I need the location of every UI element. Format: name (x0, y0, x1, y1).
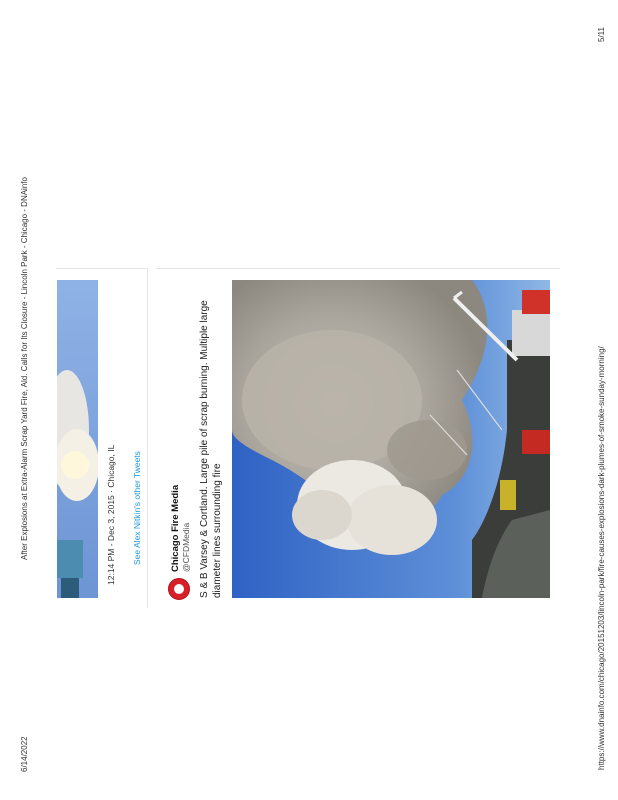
tweet-photo-fire-partial (57, 280, 98, 598)
tweet-author-name[interactable]: Chicago Fire Media (170, 484, 181, 572)
tweet-author-handle[interactable]: @CFDMedia (181, 522, 191, 572)
page-number: 5/11 (597, 27, 606, 42)
tweet-photo-scrap-fire[interactable] (232, 280, 550, 598)
tweet-text-line: S & B Varsey & Cortland. Large pile of scrap burning. Multiple large (199, 300, 210, 598)
tweet-timestamp-location: 12:14 PM - Dec 3, 2015 · Chicago, IL (106, 444, 116, 585)
other-tweets-link[interactable]: See Alex Nitkin's other Tweets (132, 451, 142, 565)
print-url: https://www.dnainfo.com/chicago/20151203/lincoln-park/fire-causes-explosions-dark-plumes-of-smoke-sunday-morning/ (597, 346, 606, 770)
print-page-title: After Explosions at Extra-Alarm Scrap Yard Fire, Ald. Calls for Its Closure - Lincoln Park - Chicago - DNAinfo (20, 177, 29, 560)
tweet-text-line: diameter lines surrounding fire (212, 463, 223, 598)
print-date: 6/14/2022 (20, 736, 29, 772)
avatar[interactable] (168, 578, 190, 600)
